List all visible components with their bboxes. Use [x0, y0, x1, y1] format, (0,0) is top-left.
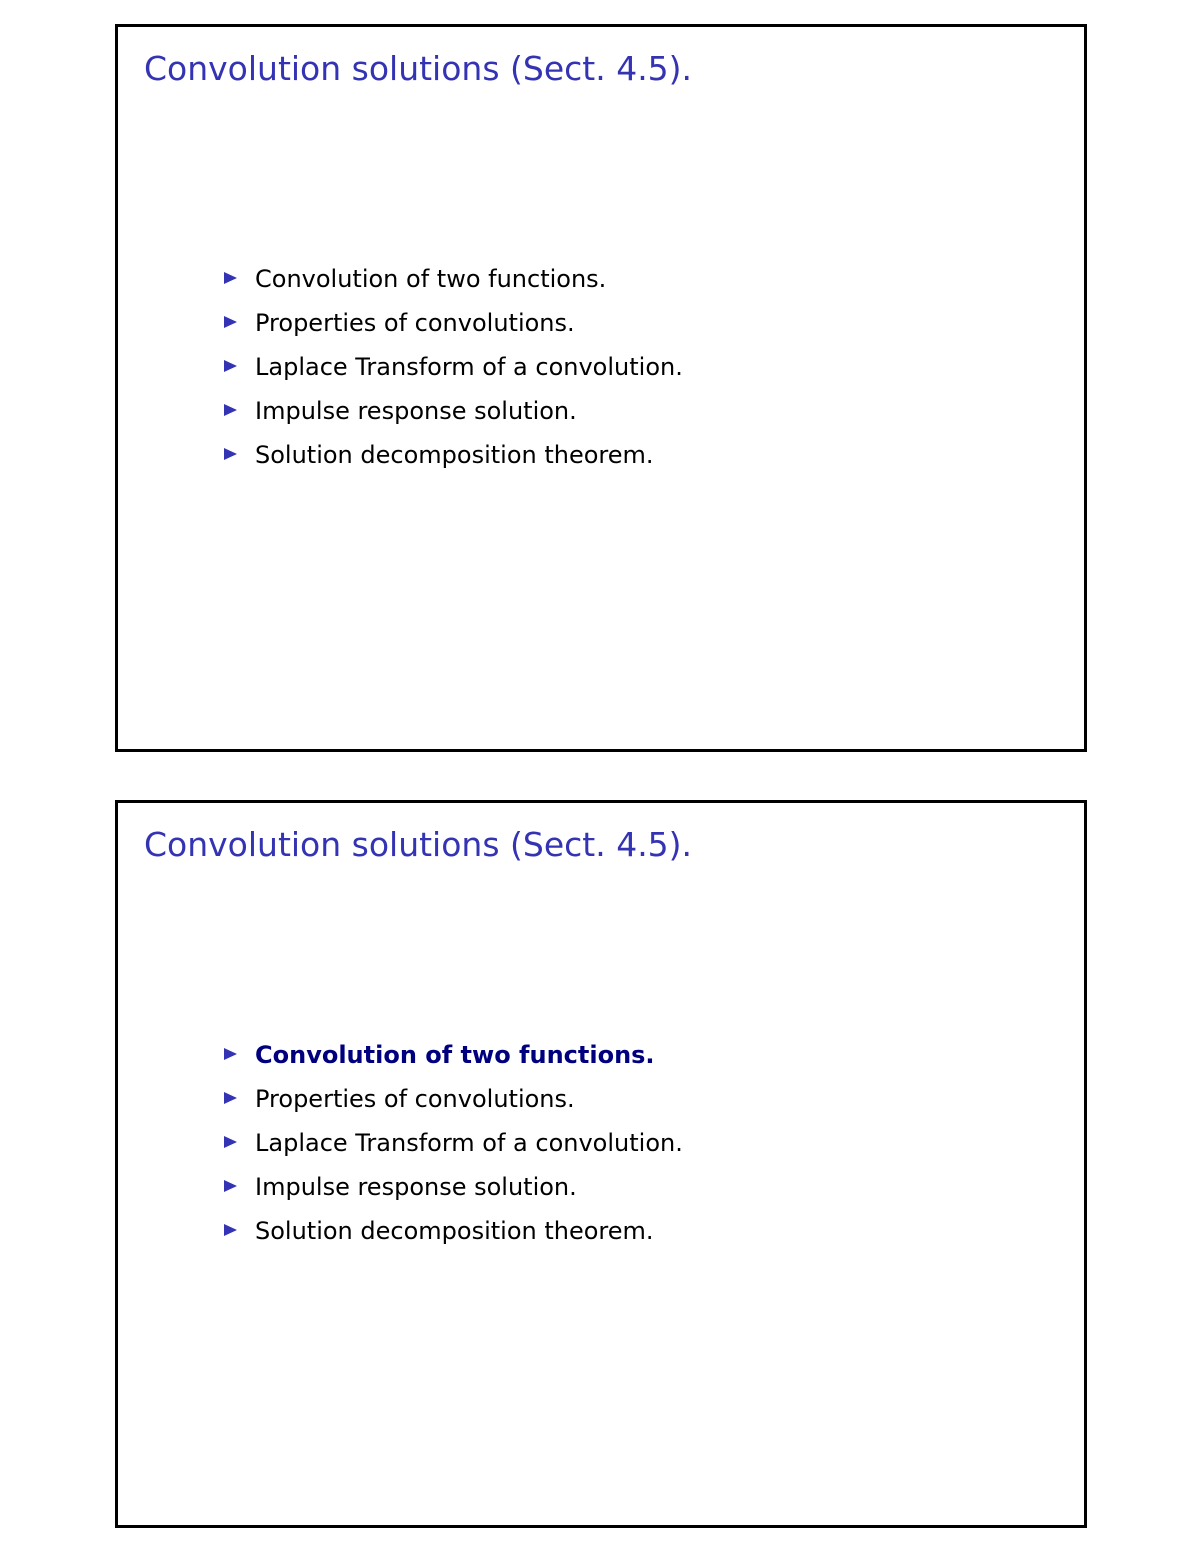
triangle-bullet-icon	[224, 1092, 237, 1104]
bullet-item	[224, 257, 683, 301]
triangle-bullet-icon	[224, 1224, 237, 1236]
triangle-bullet-icon	[224, 1048, 237, 1060]
slide-title: Convolution solutions (Sect. 4.5).	[144, 49, 693, 88]
bullet-item	[224, 345, 683, 389]
bullet-item	[224, 1121, 683, 1165]
triangle-bullet-icon	[224, 360, 237, 372]
bullet-text: Convolution of two functions.	[255, 265, 607, 293]
triangle-bullet-icon	[224, 272, 237, 284]
triangle-bullet-icon	[224, 404, 237, 416]
bullet-item	[224, 301, 683, 345]
bullet-item	[224, 1077, 683, 1121]
triangle-bullet-icon	[224, 1180, 237, 1192]
bullet-text: Impulse response solution.	[255, 397, 577, 425]
bullet-item	[224, 389, 683, 433]
triangle-bullet-icon	[224, 448, 237, 460]
bullet-item	[224, 1165, 683, 1209]
slide-2	[115, 800, 1087, 1528]
bullet-text: Properties of convolutions.	[255, 1085, 575, 1113]
bullet-item	[224, 1209, 683, 1253]
triangle-bullet-icon	[224, 1136, 237, 1148]
bullet-item	[224, 433, 683, 477]
bullet-text: Solution decomposition theorem.	[255, 1217, 654, 1245]
slide-1	[115, 24, 1087, 752]
bullet-text: Impulse response solution.	[255, 1173, 577, 1201]
slide-title: Convolution solutions (Sect. 4.5).	[144, 825, 693, 864]
bullet-text: Properties of convolutions.	[255, 309, 575, 337]
bullet-item	[224, 1033, 683, 1077]
bullet-list	[224, 257, 683, 477]
triangle-bullet-icon	[224, 316, 237, 328]
bullet-text: Laplace Transform of a convolution.	[255, 1129, 683, 1157]
bullet-list	[224, 1033, 683, 1253]
bullet-text: Laplace Transform of a convolution.	[255, 353, 683, 381]
bullet-text: Solution decomposition theorem.	[255, 441, 654, 469]
bullet-text: Convolution of two functions.	[255, 1041, 655, 1069]
